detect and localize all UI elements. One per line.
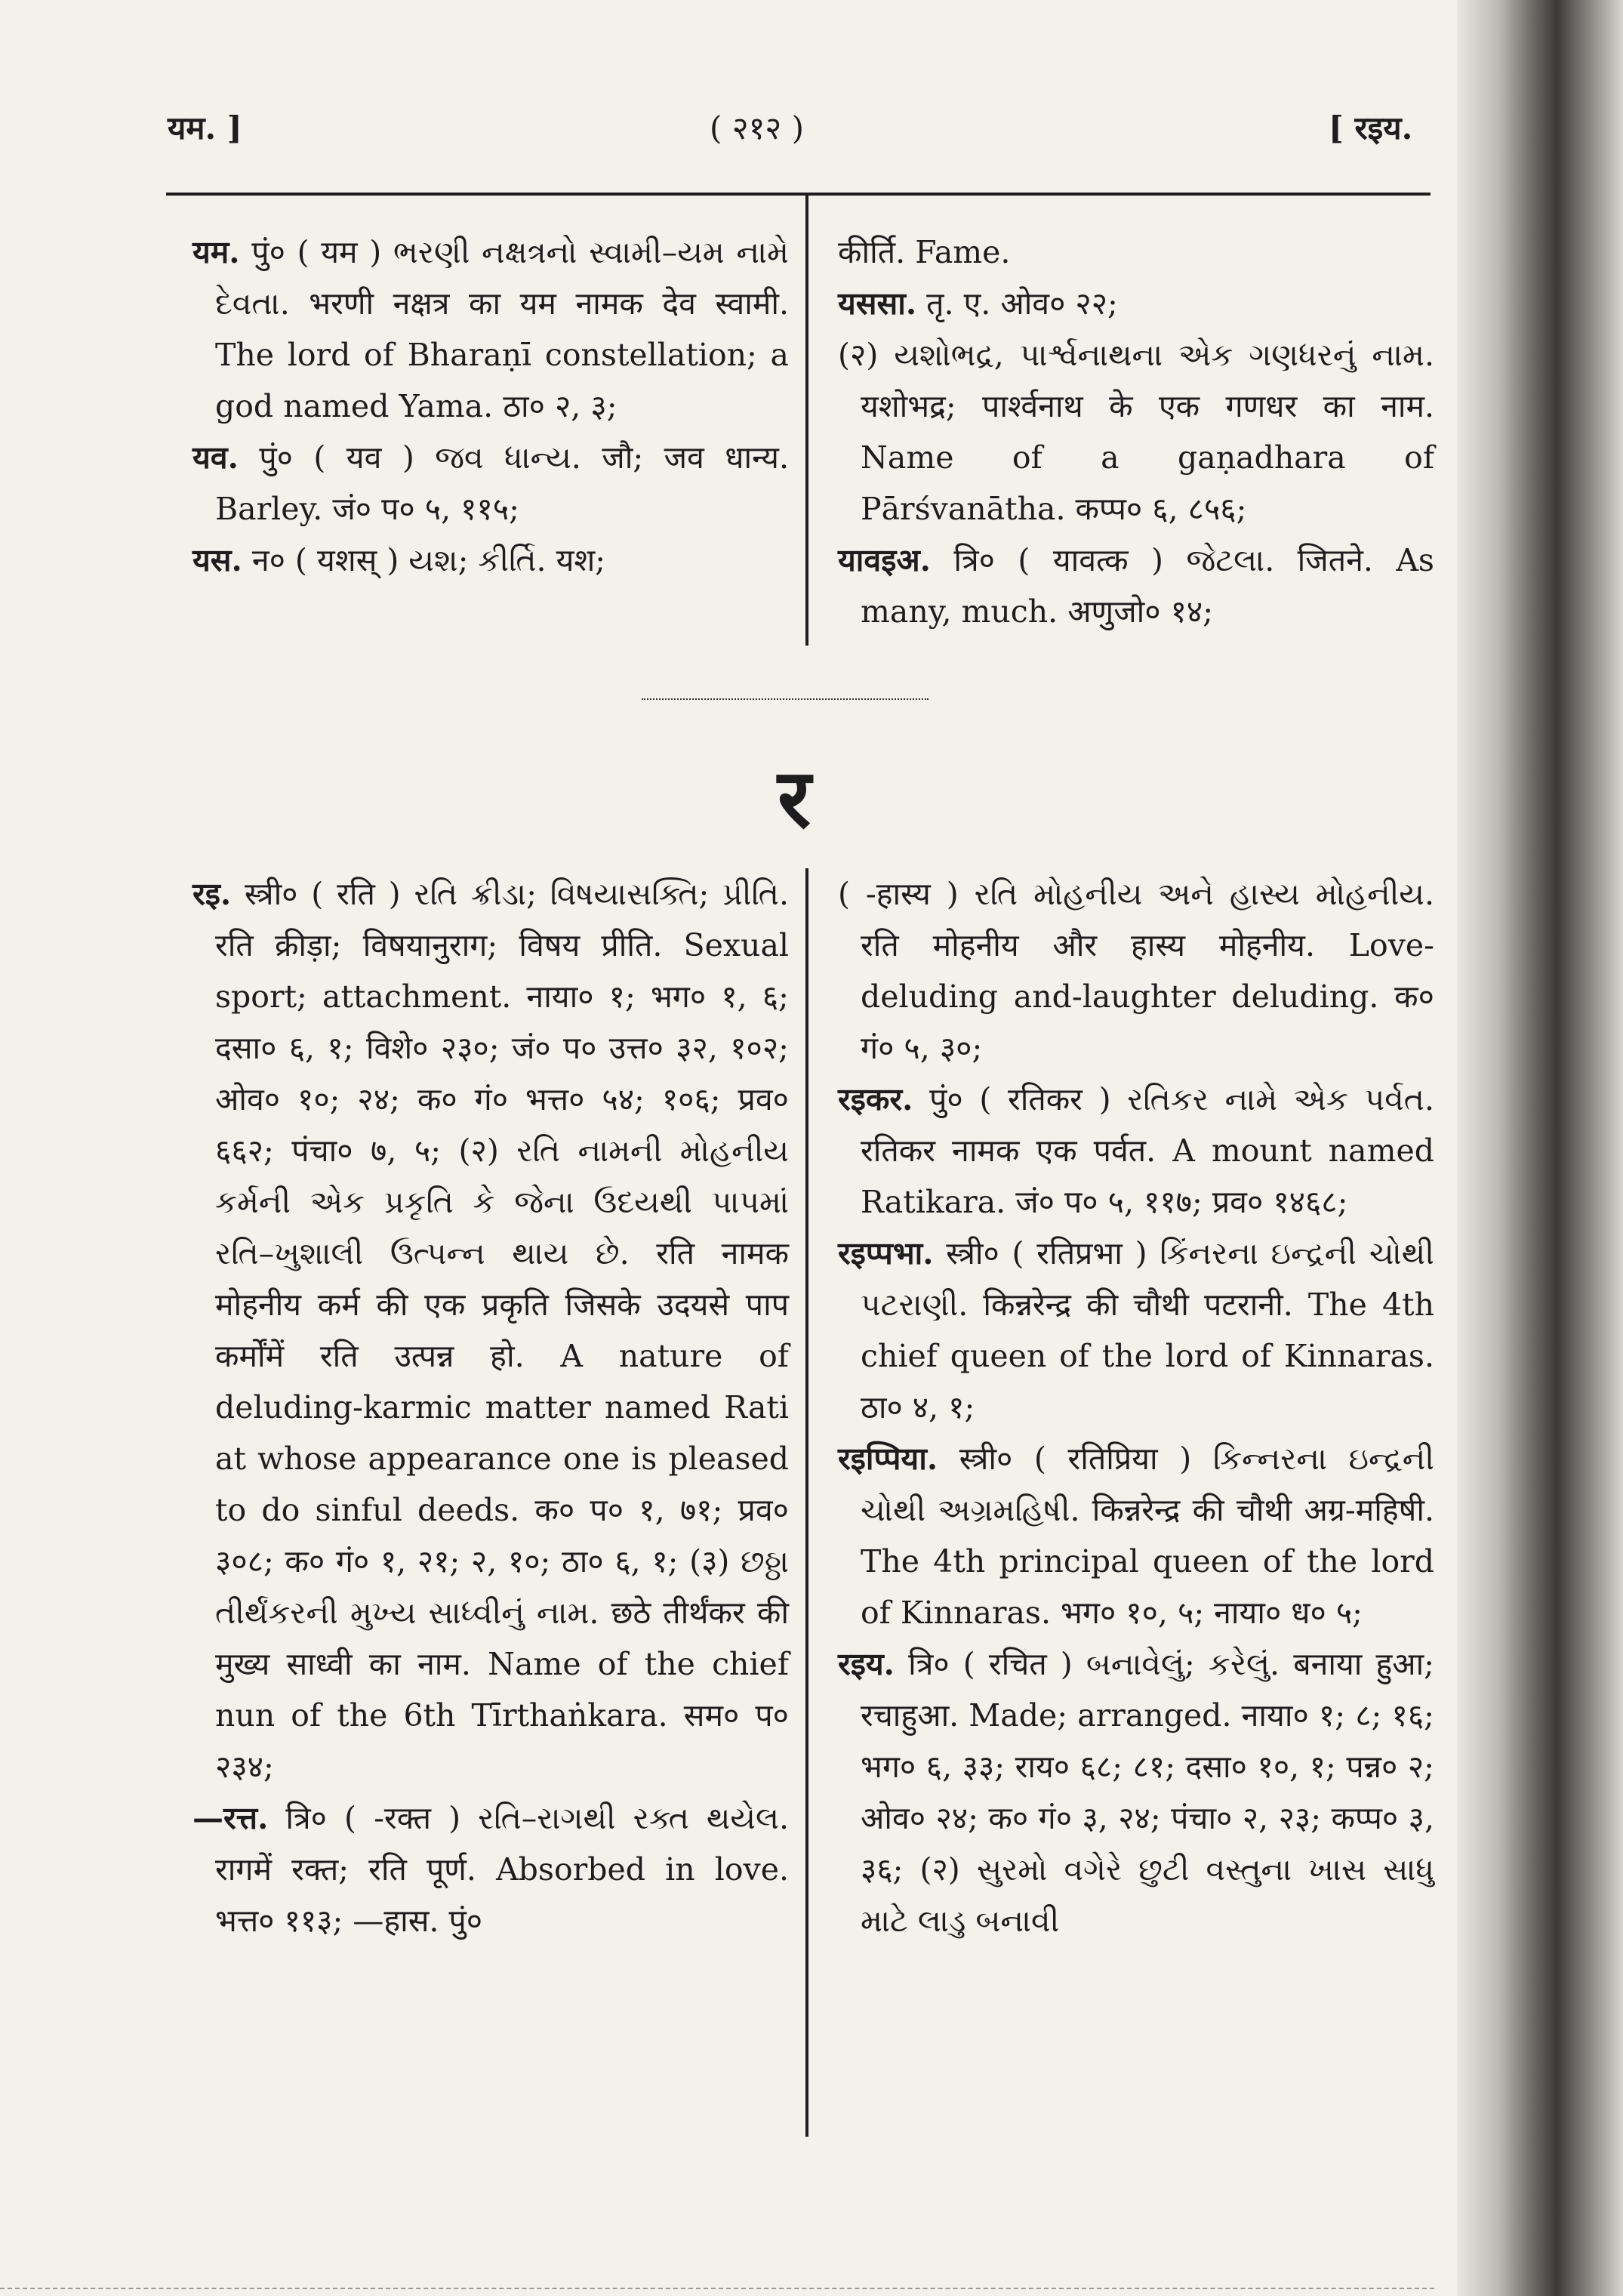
- headword: रइकर.: [838, 1081, 913, 1117]
- headword: यम.: [192, 234, 240, 270]
- dictionary-entry: [192, 1792, 789, 1946]
- header-rule: [166, 193, 1431, 196]
- section-separator: [642, 698, 929, 700]
- headword: यससा.: [838, 285, 917, 322]
- dictionary-entry: [838, 535, 1434, 637]
- entry-text: (२) યશોભદ્ર, પાર્શ્વનાથના એક ગણધરનું નામ. यशोभद्र; पार्श्वनाथ के एक गणधर का नाम. Name of a gaṇadhara of Pārśvanātha. कप्प० ६, ८५६;: [838, 337, 1434, 527]
- entry-text: स्त्री० ( रति ) રતિ ક્રીડા; વિષયાસક્તિ; પ્રીતિ. रति क्रीड़ा; विषयानुराग; विषय प्रीति. Sexual sport; attachment. नाया० १; भग० १, ६; दसा० ६, १; विशे० २३०; जं० प० उत्त० ३२, १०२; ओव० १०; २४; क० गं० भत्त० ५४; १०६; प्रव० ६६२; पंचा० ७, ५; (२) રતિ નામની મોહનીય કર્મની એક પ્રકૃતિ કે જેના ઉદયથી પાપમાં રતિ–ખુશાલી ઉત્પન્ન થાય છે. रति नामक मोहनीय कर्म की एक प्रकृति जिसके उदयसे पाप कर्मोंमें रति उत्पन्न हो. A nature of deluding-karmic matter named Rati at whose appearance one is pleased to do sinful deeds. क० प० १, ७१; प्रव० ३०८; क० गं० १, २१; २, १०; ठा० ६, १; (३) છઠ્ઠા તીર્થંકરની મુખ્ય સાધ્વીનું નામ. छठे तीर्थंकर की मुख्य साध्वी का नाम. Name of the chief nun of the 6th Tīrthaṅkara. सम० प० २३४;: [215, 876, 789, 1785]
- entry-text: न० ( यशस् ) યશ; કીર્તિ. यश;: [251, 542, 606, 578]
- dictionary-entry: [838, 1074, 1434, 1228]
- entry-text: त्रि० ( यावत्क ) જેટલા. जितने. As many, much. अणुजो० १४;: [861, 542, 1434, 630]
- dictionary-entry: [838, 1228, 1434, 1433]
- headword: रइ.: [192, 876, 232, 912]
- dictionary-entry: [838, 1433, 1434, 1638]
- headword: रइप्पिया.: [838, 1441, 938, 1477]
- entry-text: स्त्री० ( रतिप्रिया ) કિન્નરના ઇન્દ્રની ચોથી અગ્રમહિષી. किन्नरेन्द्र की चौथी अग्र-महिषी. The 4th principal queen of the lord of Kinnaras. भग० १०, ५; नाया० ध० ५;: [861, 1441, 1434, 1631]
- headword: यावइअ.: [838, 542, 931, 578]
- page-number: ( २१२ ): [710, 109, 804, 146]
- dictionary-entry: [192, 227, 789, 432]
- entry-text: तृ. ए. ओव० २२;: [926, 285, 1118, 322]
- headword: रइप्पभा.: [838, 1235, 934, 1271]
- headword: यव.: [192, 439, 239, 476]
- entry-text: त्रि० ( -रक्त ) રતિ–રાગથી રક્ત થયેલ. रागमें रक्त; रति पूर्ण. Absorbed in love. भत्त० ११३; —हास. पुं०: [215, 1800, 789, 1939]
- dictionary-entry: [838, 329, 1434, 535]
- entry-text: पुं० ( यव ) જવ ધાન્ય. जौ; जव धान्य. Barley. जं० प० ५, ११५;: [215, 439, 789, 527]
- entry-text: स्त्री० ( रतिप्रभा ) કિંનરના ઇન્દ્રની ચોથી પટરાણી. किन्नरेन्द्र की चौथी पटरानी. The 4th chief queen of the lord of Kinnaras. ठा० ४, १;: [861, 1235, 1434, 1425]
- dictionary-entry: [192, 868, 789, 1792]
- column-right-top: [838, 227, 1434, 637]
- entry-text: पुं० ( रतिकर ) રતિકર નામે એક પર્વત. रतिकर नामक एक पर्वत. A mount named Ratikara. जं० प० ५, ११७; प्रव० १४६८;: [861, 1081, 1434, 1220]
- scan-edge-shadow: [1457, 0, 1623, 2296]
- column-right-bottom: [838, 868, 1434, 1946]
- dictionary-entry: [838, 227, 1434, 278]
- dictionary-entry: [838, 1638, 1434, 1946]
- header-left: यम. ]: [168, 109, 242, 146]
- headword: —रत्त.: [192, 1800, 269, 1836]
- entry-text: कीर्ति. Fame.: [838, 234, 1011, 270]
- dictionary-entry: [192, 535, 789, 586]
- page-bottom-edge: [0, 2288, 1434, 2289]
- headword: यस.: [192, 542, 242, 578]
- section-letter: र: [778, 751, 812, 846]
- entry-text: त्रि० ( रचित ) બનાવેલું; કરેલું. बनाया हुआ; रचाहुआ. Made; arranged. नाया० १; ८; १६; भग० ६, ३३; राय० ६८; ८१; दसा० १०, १; पन्न० २; ओव० २४; क० गं० ३, २४; पंचा० २, २३; कप्प० ३, ३६; (२) સુરમો વગેરે છુટી વસ્તુના ખાસ સાધુ માટે લાડુ બનાવી: [861, 1646, 1434, 1939]
- dictionary-entry: [192, 432, 789, 535]
- column-divider-bottom: [805, 868, 808, 2137]
- dictionary-entry: [838, 868, 1434, 1074]
- headword: रइय.: [838, 1646, 895, 1682]
- column-left-top: [192, 227, 789, 586]
- header-right: [ रइय.: [1329, 109, 1413, 146]
- entry-text: पुं० ( यम ) ભરણી નક્ષત્રનો સ્વામી–યમ નામે દેવતા. भरणी नक्षत्र का यम नामक देव स्वामी. The lord of Bharaṇī constellation; a god named Yama. ठा० २, ३;: [215, 234, 789, 424]
- column-divider-top: [805, 193, 808, 646]
- column-left-bottom: [192, 868, 789, 1946]
- dictionary-entry: [838, 278, 1434, 329]
- entry-text: ( -हास्य ) રતિ મોહનીય અને હાસ્ય મોહનીય. रति मोहनीय और हास्य मोहनीय. Love-deluding and-laughter deluding. क० गं० ५, ३०;: [838, 876, 1434, 1066]
